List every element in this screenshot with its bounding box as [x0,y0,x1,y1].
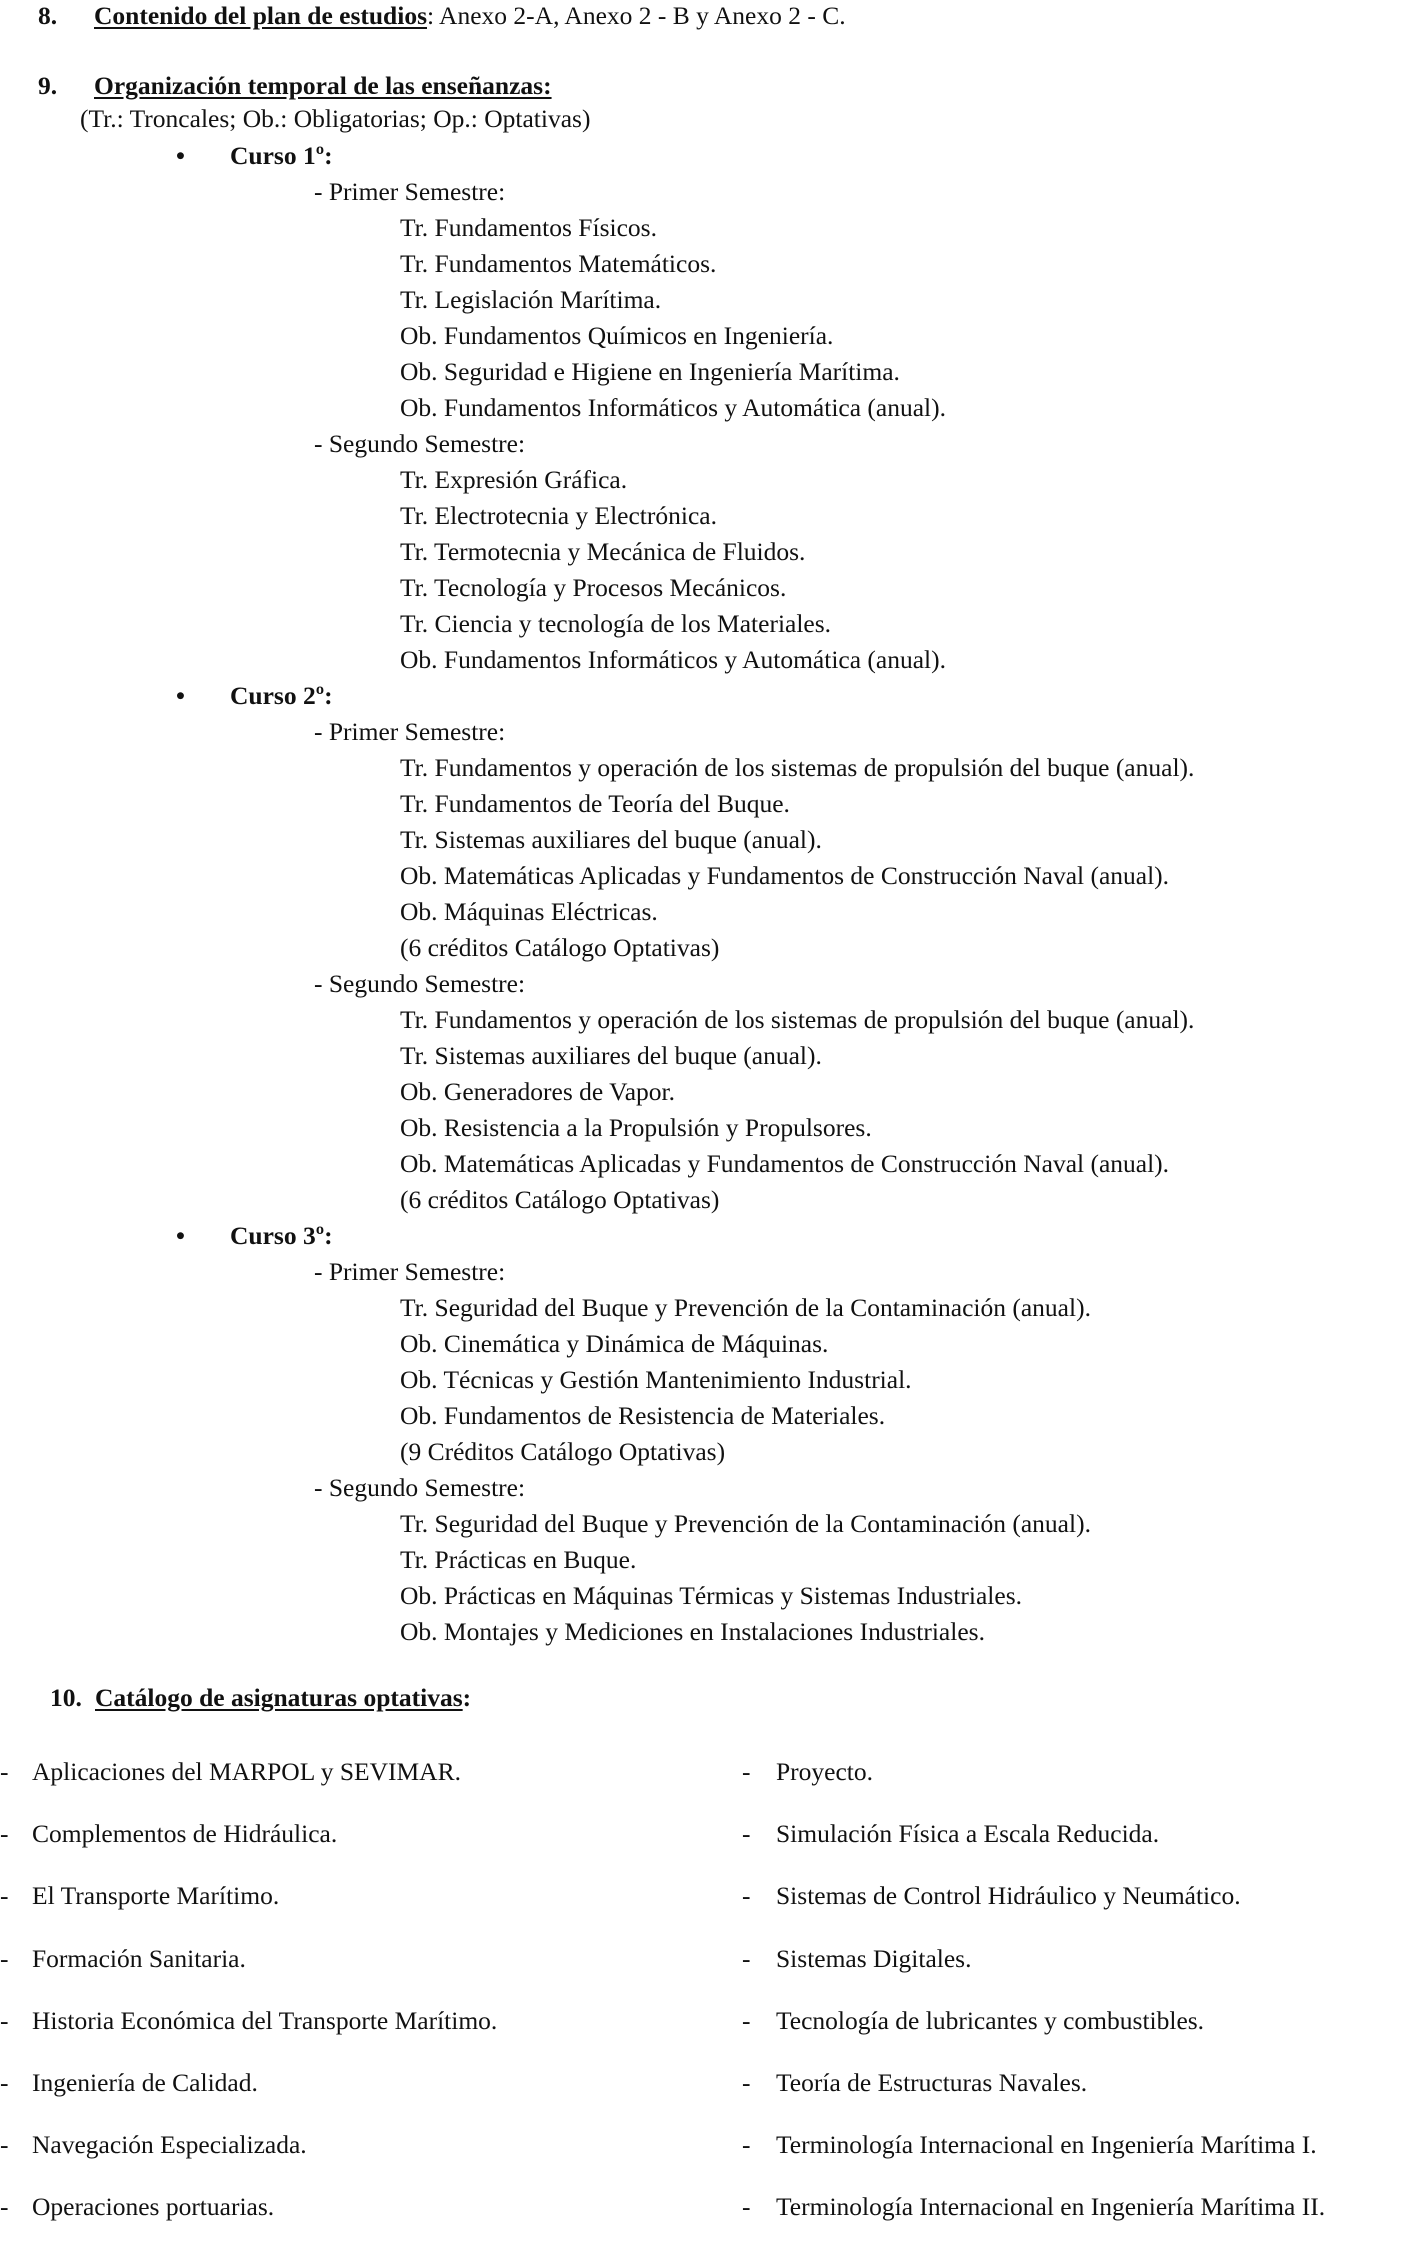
course-2-sem-2-label: - Segundo Semestre: [314,969,526,998]
course-1-sem-2-label: - Segundo Semestre: [314,429,526,458]
course-2 [0,678,1422,1218]
section-9-heading [38,68,552,104]
bullet-icon: • [176,1221,185,1250]
catalog-item-label: El Transporte Marítimo. [32,1881,280,1911]
subject-item: Tr. Sistemas auxiliares del buque (anual). [400,1041,822,1070]
catalog-item-label: Sistemas de Control Hidráulico y Neumático. [776,1881,1241,1911]
catalog-right-column [742,1754,1422,2252]
subject-item: Ob. Cinemática y Dinámica de Máquinas. [400,1329,829,1358]
dash-bullet: - [0,2192,9,2222]
course-3-heading [0,1218,1422,1254]
subject-item: Ob. Máquinas Eléctricas. [400,897,658,926]
catalog-item-label: Complementos de Hidráulica. [32,1819,338,1849]
catalog-item-label: Operaciones portuarias. [32,2192,275,2222]
dash-bullet: - [742,2192,751,2222]
catalog-item [0,2189,700,2251]
subject-item: (6 créditos Catálogo Optativas) [400,1185,720,1214]
section-8-number: 8. [38,1,58,30]
course-1 [0,138,1422,678]
subject-item: Ob. Matemáticas Aplicadas y Fundamentos de Construcción Naval (anual). [400,861,1170,890]
course-2-title: Curso 2º: [230,681,333,710]
subject-item: Tr. Legislación Marítima. [400,285,662,314]
section-9-number: 9. [38,71,58,100]
course-3 [0,1218,1422,1650]
subject-item: Tr. Electrotecnia y Electrónica. [400,501,717,530]
catalog-left-column [0,1754,700,2252]
section-8-heading [38,0,846,34]
course-1-heading [0,138,1422,174]
subject-item: Tr. Seguridad del Buque y Prevención de la Contaminación (anual). [400,1293,1091,1322]
section-10-number: 10. [50,1683,82,1712]
catalog-item [742,2003,1422,2065]
catalog-item-label: Tecnología de lubricantes y combustibles. [776,2005,1205,2035]
course-2-heading [0,678,1422,714]
catalog-item [742,2065,1422,2127]
catalog-item-label: Sistemas Digitales. [776,1943,972,1973]
subject-item: Ob. Fundamentos Químicos en Ingeniería. [400,321,834,350]
course-1-sem-1-label: - Primer Semestre: [314,177,506,206]
catalog-item-label: Terminología Internacional en Ingeniería Marítima I. [776,2130,1317,2160]
course-3-sem-2-label: - Segundo Semestre: [314,1473,526,1502]
subject-item: Ob. Montajes y Mediciones en Instalaciones Industriales. [400,1617,985,1646]
subject-item: (9 Créditos Catálogo Optativas) [400,1437,726,1466]
catalog-item-label: Terminología Internacional en Ingeniería Marítima II. [776,2192,1326,2222]
catalog-item [0,2127,700,2189]
dash-bullet: - [742,1819,751,1849]
subject-item: Tr. Prácticas en Buque. [400,1545,637,1574]
section-8-title: Contenido del plan de estudios [94,1,427,30]
subject-item: Ob. Fundamentos de Resistencia de Materiales. [400,1401,886,1430]
subject-item: Ob. Resistencia a la Propulsión y Propulsores. [400,1113,872,1142]
subject-item: Tr. Fundamentos y operación de los sistemas de propulsión del buque (anual). [400,753,1195,782]
dash-bullet: - [742,2067,751,2097]
course-3-title: Curso 3º: [230,1221,333,1250]
catalog-item [742,2189,1422,2251]
dash-bullet: - [742,1943,751,1973]
course-1-title: Curso 1º: [230,141,333,170]
subject-item: Ob. Fundamentos Informáticos y Automática (anual). [400,645,946,674]
dash-bullet: - [742,2130,751,2160]
catalog-item [0,1816,700,1878]
bullet-icon: • [176,681,185,710]
catalog-item [742,1754,1422,1816]
subject-item: Tr. Fundamentos de Teoría del Buque. [400,789,790,818]
catalog-item-label: Formación Sanitaria. [32,1943,246,1973]
section-10-colon: : [462,1683,472,1712]
dash-bullet: - [0,1819,9,1849]
subject-item: Ob. Matemáticas Aplicadas y Fundamentos de Construcción Naval (anual). [400,1149,1170,1178]
subject-item: Tr. Tecnología y Procesos Mecánicos. [400,573,787,602]
subject-item: Tr. Expresión Gráfica. [400,465,628,494]
dash-bullet: - [0,1943,9,1973]
catalog-item [0,1878,700,1940]
catalog-item-label: Ingeniería de Calidad. [32,2067,258,2097]
subject-item: Ob. Prácticas en Máquinas Térmicas y Sistemas Industriales. [400,1581,1023,1610]
subject-item: Tr. Seguridad del Buque y Prevención de la Contaminación (anual). [400,1509,1091,1538]
subject-item: Ob. Fundamentos Informáticos y Automática (anual). [400,393,946,422]
subject-item: Tr. Termotecnia y Mecánica de Fluidos. [400,537,806,566]
subject-item: Ob. Técnicas y Gestión Mantenimiento Industrial. [400,1365,912,1394]
catalog-item [0,2003,700,2065]
subject-item: Tr. Sistemas auxiliares del buque (anual). [400,825,822,854]
bullet-icon: • [176,141,185,170]
subject-item: (6 créditos Catálogo Optativas) [400,933,720,962]
dash-bullet: - [742,1757,751,1786]
catalog-item-label: Aplicaciones del MARPOL y SEVIMAR. [32,1757,461,1786]
subject-item: Ob. Seguridad e Higiene en Ingeniería Marítima. [400,357,900,386]
catalog-item [742,1941,1422,2003]
section-8-text: : Anexo 2-A, Anexo 2 - B y Anexo 2 - C. [427,1,846,30]
course-3-sem-1-label: - Primer Semestre: [314,1257,506,1286]
dash-bullet: - [0,2005,9,2035]
catalog-item [742,1816,1422,1878]
dash-bullet: - [0,2067,9,2097]
catalog-item-label: Historia Económica del Transporte Marítimo. [32,2005,498,2035]
dash-bullet: - [0,1881,9,1911]
catalog-item [0,1754,700,1816]
catalog-item [742,2127,1422,2189]
catalog-item [0,1941,700,2003]
subject-item: Tr. Fundamentos Matemáticos. [400,249,717,278]
subject-item: Tr. Ciencia y tecnología de los Materiales. [400,609,832,638]
catalog-item [0,2065,700,2127]
section-9-title: Organización temporal de las enseñanzas: [94,71,552,100]
subject-item: Tr. Fundamentos Físicos. [400,213,657,242]
catalog-item-label: Navegación Especializada. [32,2130,307,2160]
course-list [0,138,1422,1650]
subject-item: Tr. Fundamentos y operación de los sistemas de propulsión del buque (anual). [400,1005,1195,1034]
catalog-item [742,1878,1422,1940]
course-2-sem-1-label: - Primer Semestre: [314,717,506,746]
catalog-item-label: Simulación Física a Escala Reducida. [776,1819,1160,1849]
dash-bullet: - [742,2005,751,2035]
subject-item: Ob. Generadores de Vapor. [400,1077,675,1106]
section-9-legend: (Tr.: Troncales; Ob.: Obligatorias; Op.: Optativas) [80,104,591,133]
section-10-title: Catálogo de asignaturas optativas [95,1683,463,1712]
catalog-item-label: Proyecto. [776,1757,874,1786]
dash-bullet: - [0,2130,9,2160]
catalog-item-label: Teoría de Estructuras Navales. [776,2067,1088,2097]
dash-bullet: - [0,1757,9,1786]
dash-bullet: - [742,1881,751,1911]
section-10-heading [50,1680,471,1716]
